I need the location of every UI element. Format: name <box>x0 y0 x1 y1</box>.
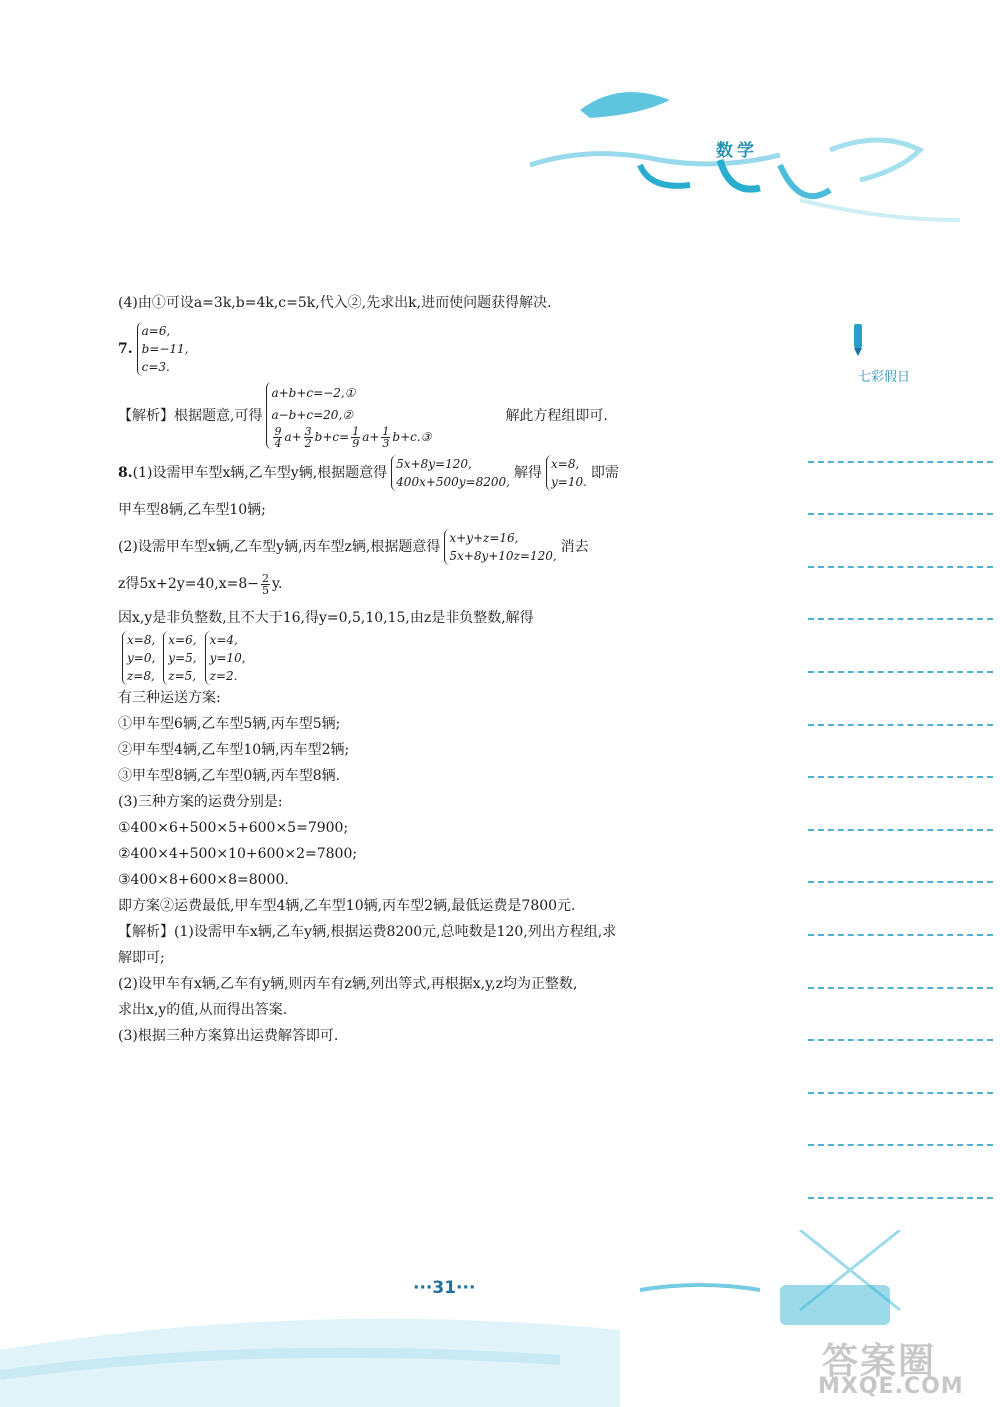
q7-answer <box>118 322 758 376</box>
q8-number: 8. <box>118 465 133 481</box>
note-line <box>808 936 993 989</box>
note-line <box>808 1146 993 1199</box>
fraction: $\frac{1}{9}$ <box>352 425 360 450</box>
fraction: $\frac{2}{5}$ <box>261 571 269 597</box>
q8-p1-system: 5x+8y=120, 400x+500y=8200, <box>391 455 510 491</box>
answer-content <box>118 290 758 1049</box>
note-line <box>808 989 993 1042</box>
note-line <box>808 410 993 463</box>
q8-analysis-2b: 求出x,y的值,从而得出答案. <box>118 1002 288 1018</box>
sidebar-label: 七彩假日 <box>858 370 911 385</box>
fraction: $\frac{9}{4}$ <box>274 425 282 450</box>
subject-title: 数学 <box>716 141 758 161</box>
note-line <box>808 463 993 516</box>
q7-number: 7. <box>118 341 133 357</box>
q7-system: a=6, b=−11, c=3. <box>137 322 189 376</box>
q8-p2-line2: z得5x+2y=40,x=8− $\frac{2}{5}$ y. <box>118 571 283 597</box>
q7-analysis-prefix: 【解析】根据题意,可得 <box>118 407 263 424</box>
pen-icon <box>850 322 866 358</box>
note-line <box>808 1041 993 1094</box>
fraction: $\frac{3}{2}$ <box>304 425 312 450</box>
q7-analysis-system: a+b+c=−2,① a−b+c=20,② $\frac{9}{4}$ a+ $\frac{3}{2}$ b+c= $\frac{1}{9}$ a+ $\frac{1}{3}$ b+c.③ <box>266 382 431 449</box>
note-line <box>808 726 993 779</box>
plan-item: ③甲车型8辆,乙车型0辆,丙车型8辆. <box>118 768 341 784</box>
watermark-url: MXQE.COM <box>818 1374 964 1399</box>
solution-set: x=8, y=0, z=8, <box>122 631 155 685</box>
q8-p2-solutions <box>118 631 758 685</box>
q8-p2-line3: 因x,y是非负整数,且不大于16,得y=0,5,10,15,由z是非负整数,解得 <box>118 610 534 626</box>
cost-item: ②400×4+500×10+600×2=7800; <box>118 846 358 862</box>
note-line <box>808 778 993 831</box>
page-number: ···31··· <box>413 1278 476 1298</box>
watermark-logo: 答案圈 <box>822 1341 937 1382</box>
q8-p2-system: x+y+z=16, 5x+8y+10z=120, <box>444 529 556 565</box>
q8-analysis-1: 【解析】(1)设需甲车x辆,乙车y辆,根据运费8200元,总吨数是120,列出方程组,求 <box>118 924 617 940</box>
note-lines <box>808 410 993 1199</box>
plan-item: ②甲车型4辆,乙车型10辆,丙车型2辆; <box>118 742 350 758</box>
q7-analysis-suffix: 解此方程组即可. <box>505 407 608 424</box>
note-line <box>808 568 993 621</box>
solution-set: x=4, y=10, z=2. <box>205 631 246 685</box>
q8-p1-solution: x=8, y=10. <box>546 455 587 491</box>
q8-p2-summary: 有三种运送方案: <box>118 690 221 706</box>
note-line <box>808 831 993 884</box>
note-line <box>808 883 993 936</box>
fraction: $\frac{1}{3}$ <box>382 425 390 450</box>
note-line <box>808 673 993 726</box>
note-line <box>808 620 993 673</box>
q8-analysis-3: (3)根据三种方案算出运费解答即可. <box>118 1028 339 1044</box>
q8-analysis-2: (2)设甲车有x辆,乙车有y辆,则丙车有z辆,列出等式,再根据x,y,z均为正整数, <box>118 976 578 992</box>
note-line <box>808 515 993 568</box>
q8-part1: 8. (1)设需甲车型x辆,乙车型y辆,根据题意得 5x+8y=120, 400x+500y=8200, 解得 x=8, y=10. 即需 <box>118 457 619 489</box>
solution-set: x=6, y=5, z=5, <box>163 631 196 685</box>
q8-analysis-1b: 解即可; <box>118 950 165 966</box>
note-line <box>808 1094 993 1147</box>
q8-part2: (2)设需甲车型x辆,乙车型y辆,丙车型z辆,根据题意得 x+y+z=16, 5x+8y+10z=120, 消去 <box>118 531 589 563</box>
q8-p1-line2: 甲车型8辆,乙车型10辆; <box>118 502 266 518</box>
cost-item: ①400×6+500×5+600×5=7900; <box>118 820 349 836</box>
q8-p3-title: (3)三种方案的运费分别是: <box>118 794 283 810</box>
q7-analysis <box>118 382 758 449</box>
q6-part4: (4)由①可设a=3k,b=4k,c=5k,代入②,先求出k,进而使问题获得解决. <box>118 295 552 311</box>
cost-item: ③400×8+600×8=8000. <box>118 872 289 888</box>
plan-item: ①甲车型6辆,乙车型5辆,丙车型5辆; <box>118 716 341 732</box>
q8-conclusion: 即方案②运费最低,甲车型4辆,乙车型10辆,丙车型2辆,最低运费是7800元. <box>118 898 576 914</box>
